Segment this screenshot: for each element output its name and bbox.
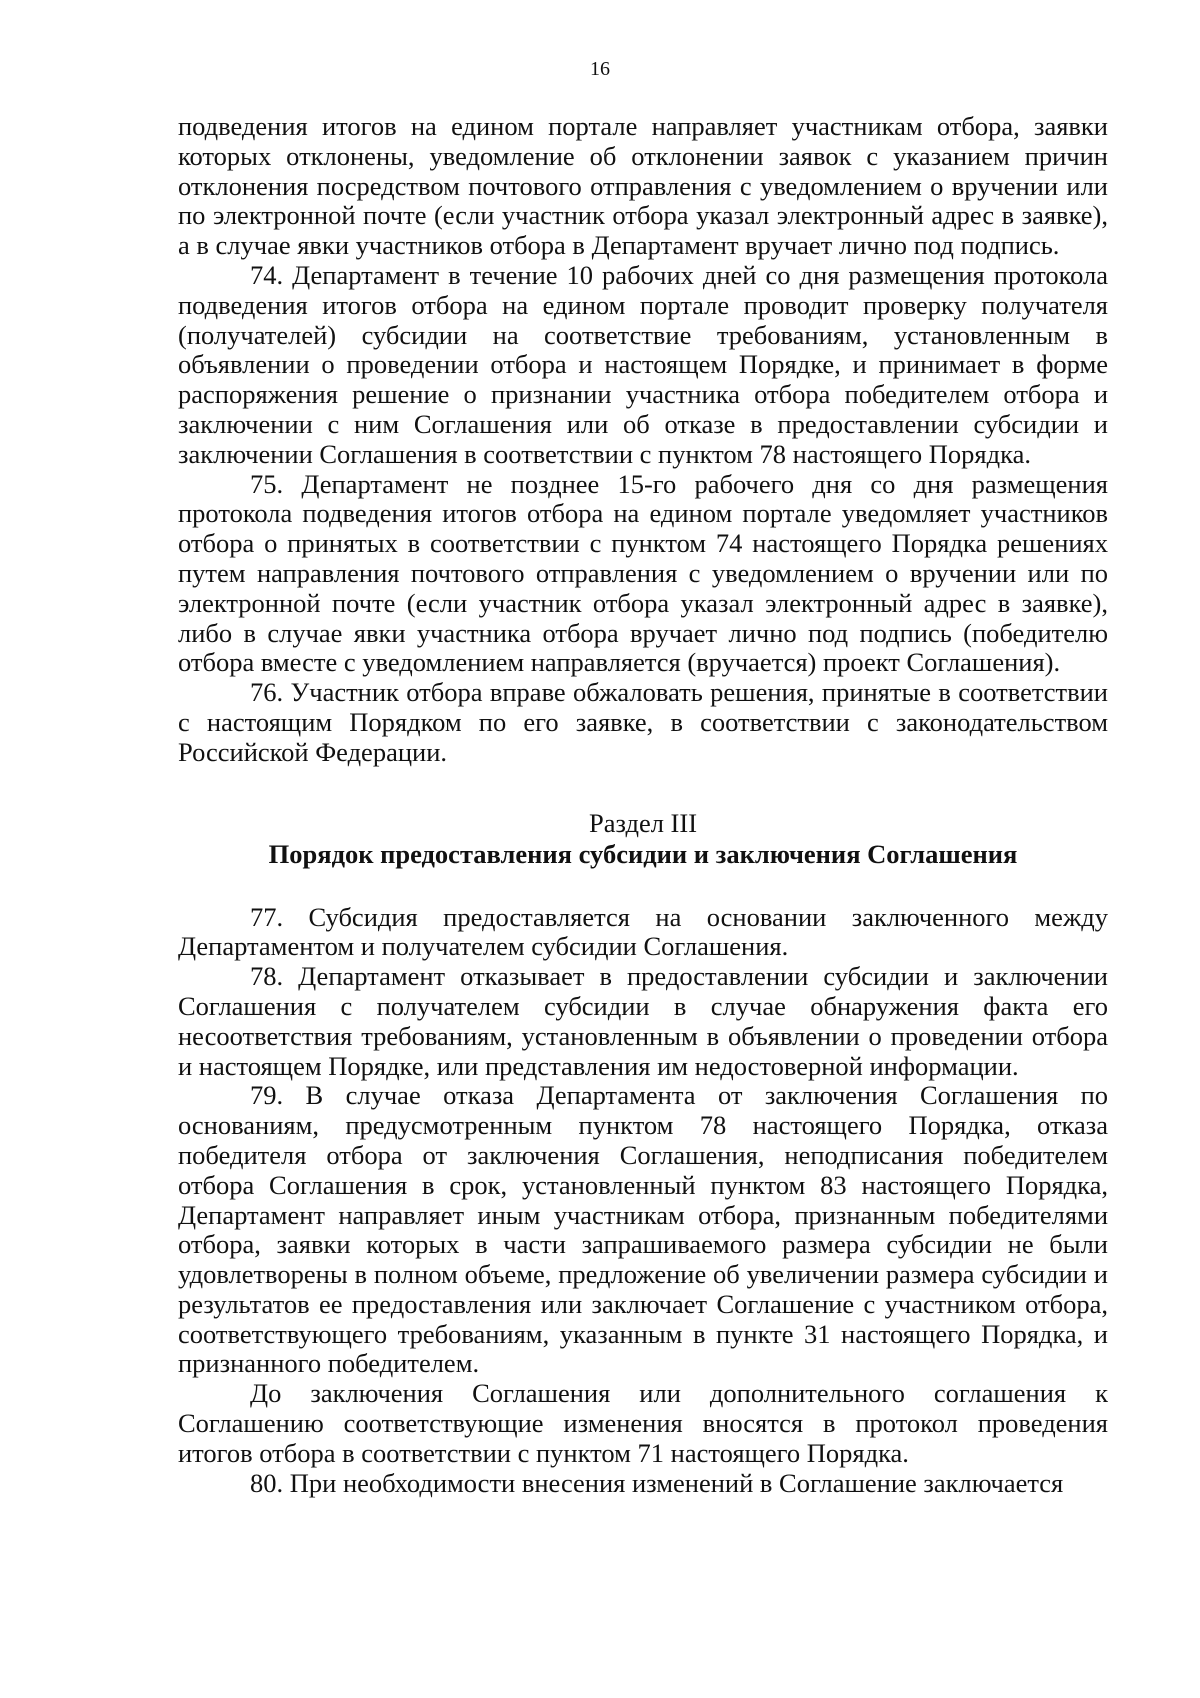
page-number: 16	[590, 58, 610, 80]
paragraph-77: 77. Субсидия предоставляется на основании заключенного между Департаментом и получателем субсидии Соглашения.	[178, 901, 1108, 962]
paragraph-79-continuation: До заключения Соглашения или дополнительного соглашения к Соглашению соответствующие изменения вносятся в протокол проведения итогов отбора в соответствии с пунктом 71 настоящего Порядка.	[178, 1378, 1108, 1468]
paragraph-74: 74. Департамент в течение 10 рабочих дней со дня размещения протокола подведения итогов отбора на едином портале проводит проверку получателя (получателей) субсидии на соответствие требованиям, установленным в объявлении о проведении отбора и настоящем Порядке, и принимает в форме распоряжения решение о признании участника отбора победителем отбора и заключении с ним Соглашения или об отказе в предоставлении субсидии и заключении Соглашения в соответствии с пунктом 78 настоящего Порядка.	[178, 259, 1108, 469]
section-title: Порядок предоставления субсидии и заключения Соглашения	[268, 838, 1018, 869]
section-label: Раздел III	[588, 807, 698, 838]
paragraph-78: 78. Департамент отказывает в предоставлении субсидии и заключении Соглашения с получателем субсидии в случае обнаружения факта его несоответствия требованиям, установленным в объявлении о проведении отбора и настоящем Порядке, или представления им недостоверной информации.	[178, 961, 1108, 1081]
paragraph-79: 79. В случае отказа Департамента от заключения Соглашения по основаниям, предусмотренным пунктом 78 настоящего Порядка, отказа победителя отбора от заключения Соглашения, неподписания победителем отбора Соглашения в срок, установленный пунктом 83 настоящего Порядка, Департамент направляет иным участникам отбора, признанным победителями отбора, заявки которых в части запрашиваемого размера субсидии не были удовлетворены в полном объеме, предложение об увеличении размера субсидии и результатов ее предоставления или заключает Соглашение с участником отбора, соответствующего требованиям, указанным в пункте 31 настоящего Порядка, и признанного победителем.	[178, 1080, 1108, 1379]
paragraph-73-continued: подведения итогов на едином портале направляет участникам отбора, заявки которых отклонены, уведомление об отклонении заявок с указанием причин отклонения посредством почтового отправления с уведомлением о вручении или по электронной почте (если участник отбора указал электронный адрес в заявке), а в случае явки участников отбора в Департамент вручает лично под подпись.	[178, 111, 1108, 261]
paragraph-80-start: 80. При необходимости внесения изменений в Соглашение заключается	[250, 1467, 1064, 1498]
document-body	[178, 112, 1108, 1498]
section-heading	[178, 808, 1108, 870]
paragraph-75: 75. Департамент не позднее 15-го рабочего дня со дня размещения протокола подведения итогов отбора на едином портале уведомляет участников отбора о принятых в соответствии с пунктом 74 настоящего Порядка решениях путем направления почтового отправления с уведомлением о вручении или по электронной почте (если участник отбора указал электронный адрес в заявке), либо в случае явки участника отбора вручает лично под подпись (победителю отбора вместе с уведомлением направляется (вручается) проект Соглашения).	[178, 468, 1108, 678]
paragraph-76: 76. Участник отбора вправе обжаловать решения, принятые в соответствии с настоящим Порядком по его заявке, в соответствии с законодательством Российской Федерации.	[178, 677, 1108, 767]
